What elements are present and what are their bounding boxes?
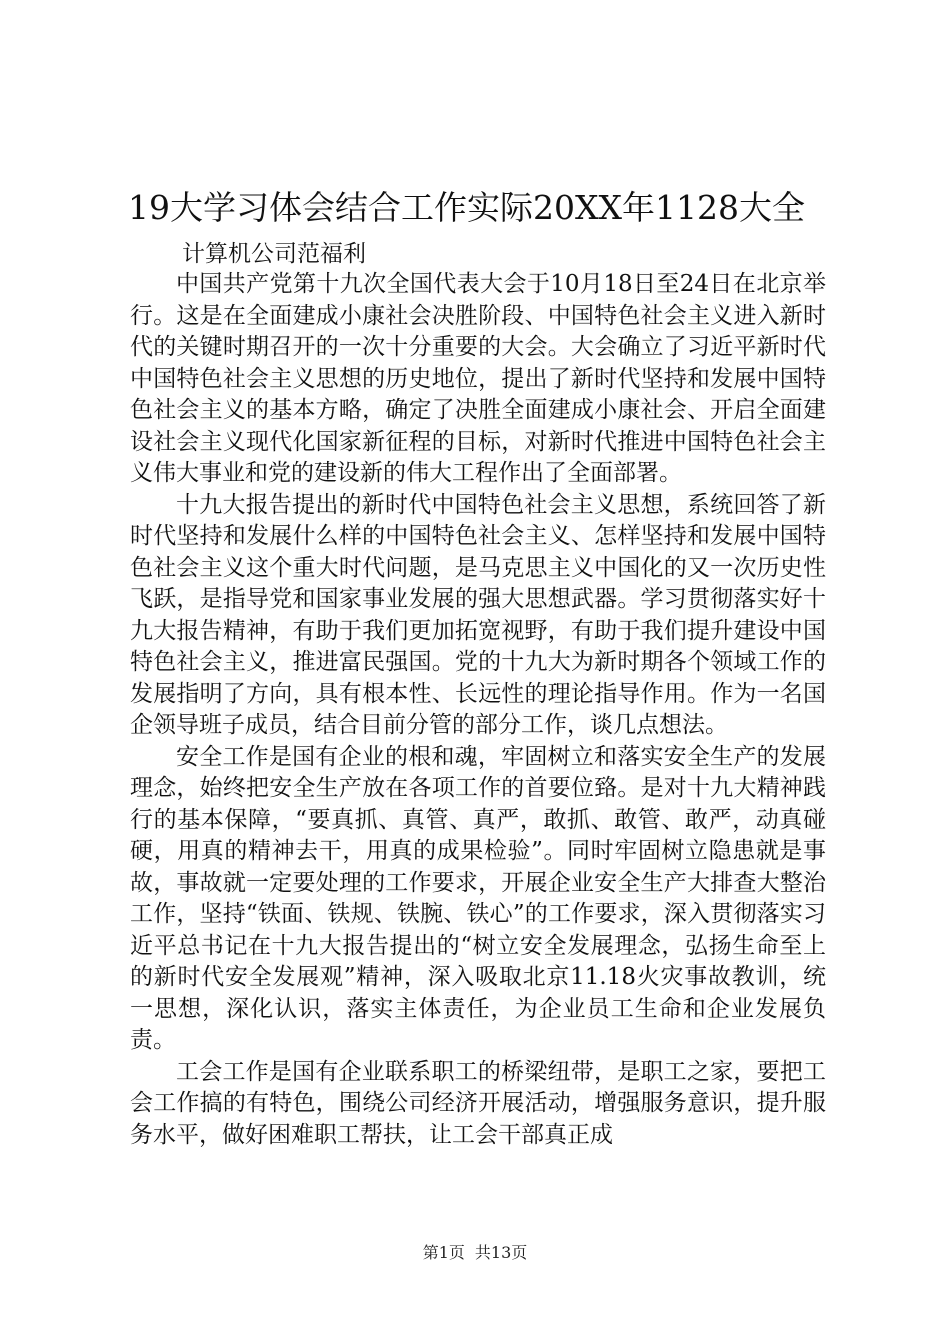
document-title: 19大学习体会结合工作实际20XX年1128大全 [128,188,805,227]
page-total: 共13页 [474,1243,528,1262]
paragraph: 工会工作是国有企业联系职工的桥梁纽带，是职工之家，要把工会工作搞的有特色，围绕公司经济开展活动，增强服务意识，提升服务水平，做好困难职工帮扶，让工会干部真正成 [130,1058,826,1148]
page-number: 第1页 [422,1243,465,1262]
paragraph: 安全工作是国有企业的根和魂，牢固树立和落实安全生产的发展理念，始终把安全生产放在各项工作的首要位臵。是对十九大精神践行的基本保障，“要真抓、真管、真严，敢抓、敢管、敢严，动真碰硬，用真的精神去干，用真的成果检验”。同时牢固树立隐患就是事故，事故就一定要处理的工作要求，开展企业安全生产大排查大整治工作，坚持“铁面、铁规、铁腕、铁心”的工作要求，深入贯彻落实习近平总书记在十九大报告提出的“树立安全发展理念，弘扬生命至上的新时代安全发展观”精神，深入吸取北京11.18火灾事故教训，统一思想，深化认识，落实主体责任，为企业员工生命和企业发展负责。 [130,743,826,1053]
paragraph: 中国共产党第十九次全国代表大会于10月18日至24日在北京举行。这是在全面建成小康社会决胜阶段、中国特色社会主义进入新时代的关键时期召开的一次十分重要的大会。大会确立了习近平新时代中国特色社会主义思想的历史地位，提出了新时代坚持和发展中国特色社会主义的基本方略，确定了决胜全面建成小康社会、开启全面建设社会主义现代化国家新征程的目标，对新时代推进中国特色社会主义伟大事业和党的建设新的伟大工程作出了全面部署。 [130,271,826,486]
paragraph: 十九大报告提出的新时代中国特色社会主义思想，系统回答了新时代坚持和发展什么样的中国特色社会主义、怎样坚持和发展中国特色社会主义这个重大时代问题，是马克思主义中国化的又一次历史性飞跃，是指导党和国家事业发展的强大思想武器。学习贯彻落实好十九大报告精神，有助于我们更加拓宽视野，有助于我们提升建设中国特色社会主义，推进富民强国。党的十九大为新时期各个领域工作的发展指明了方向，具有根本性、长远性的理论指导作用。作为一名国企领导班子成员，结合目前分管的部分工作，谈几点想法。 [130,491,826,738]
document-author: 计算机公司范福利 [182,241,366,267]
page-footer [0,1242,950,1264]
document-body [130,269,826,1151]
